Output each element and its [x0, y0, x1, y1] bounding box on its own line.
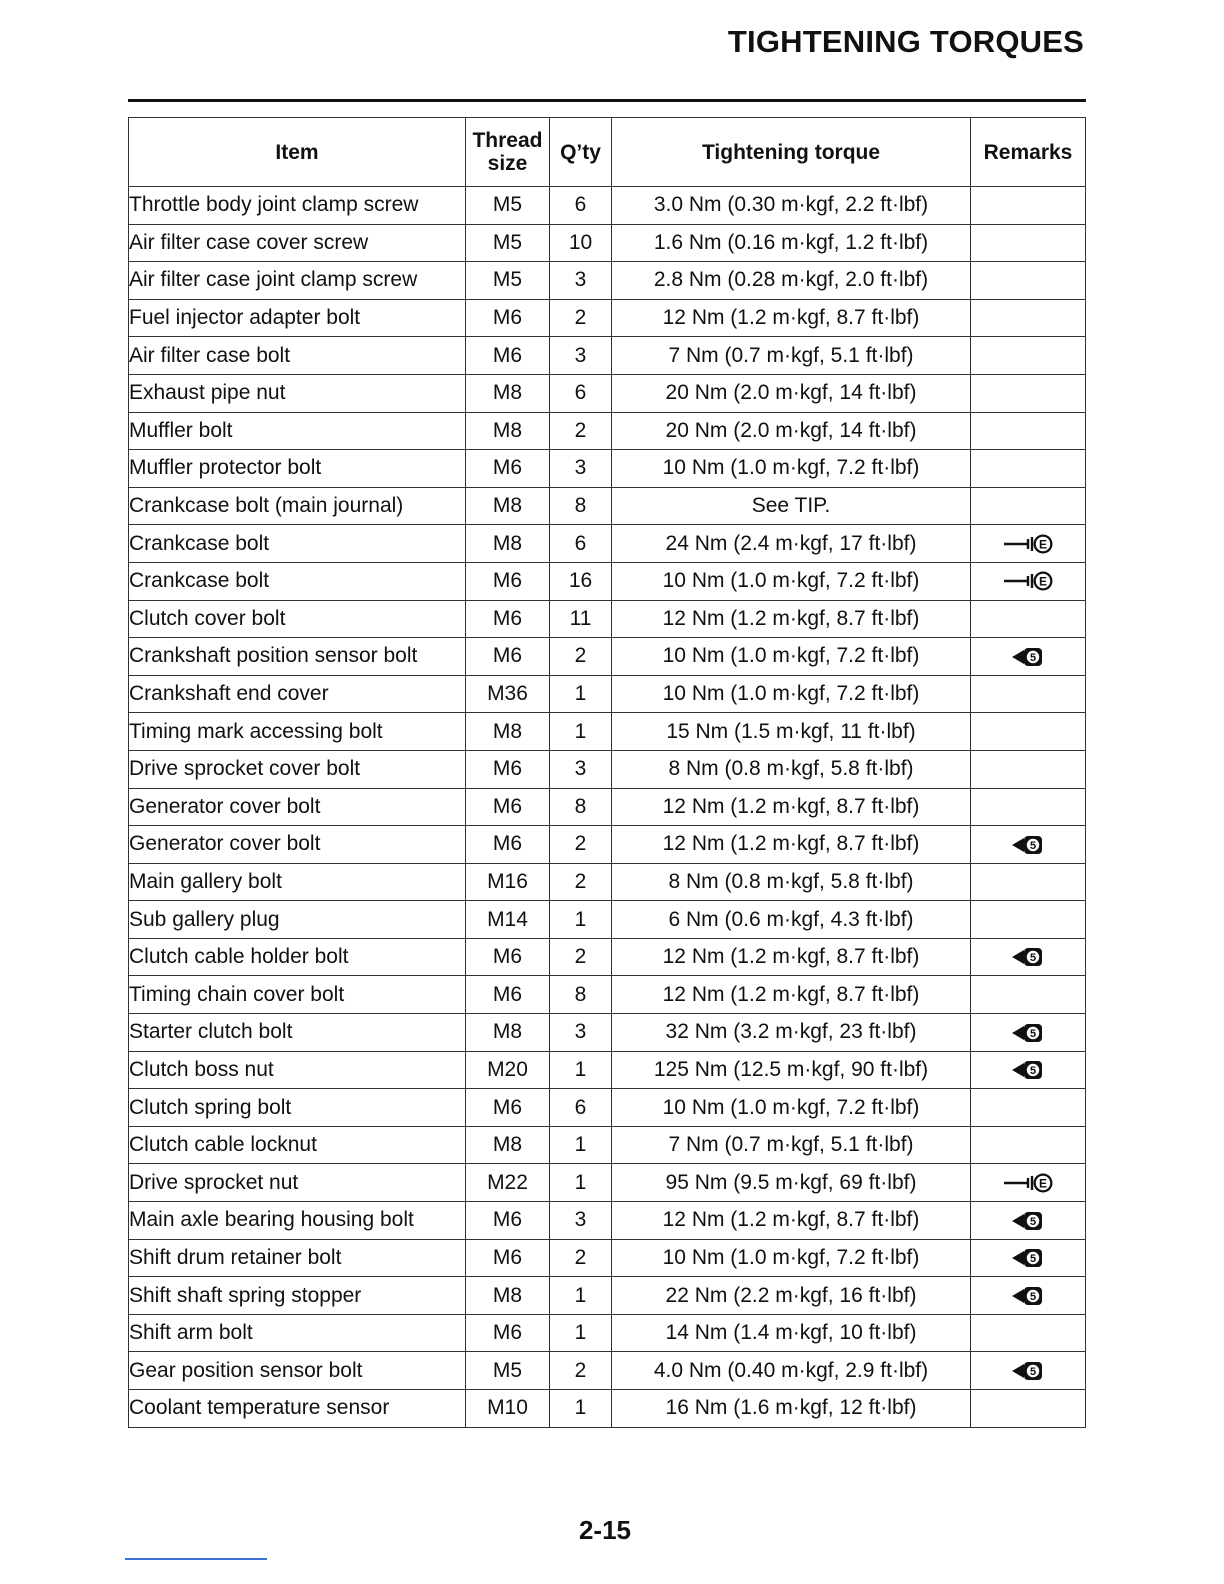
cell-thread-size: M6 — [466, 1089, 550, 1127]
cell-qty: 1 — [550, 1277, 612, 1315]
threadlock-icon — [1010, 1284, 1046, 1308]
cell-qty: 6 — [550, 1089, 612, 1127]
table-row — [129, 713, 1086, 751]
svg-text:5: 5 — [1029, 1365, 1037, 1378]
cell-remarks — [971, 487, 1086, 525]
table-row — [129, 187, 1086, 225]
cell-remarks — [971, 901, 1086, 939]
table-row — [129, 1164, 1086, 1202]
cell-qty: 1 — [550, 1126, 612, 1164]
cell-qty: 8 — [550, 976, 612, 1014]
cell-tightening-torque: 12 Nm (1.2 m·kgf, 8.7 ft·lbf) — [612, 938, 971, 976]
table-row — [129, 412, 1086, 450]
svg-text:E: E — [1038, 1176, 1048, 1191]
table-row — [129, 600, 1086, 638]
cell-qty: 3 — [550, 337, 612, 375]
cell-remarks — [971, 562, 1086, 600]
table-row — [129, 487, 1086, 525]
cell-item: Crankshaft position sensor bolt — [129, 638, 466, 676]
cell-tightening-torque: 8 Nm (0.8 m·kgf, 5.8 ft·lbf) — [612, 863, 971, 901]
cell-remarks — [971, 187, 1086, 225]
cell-qty: 1 — [550, 713, 612, 751]
cell-thread-size: M8 — [466, 412, 550, 450]
cell-item: Timing mark accessing bolt — [129, 713, 466, 751]
cell-thread-size: M8 — [466, 374, 550, 412]
table-row — [129, 1014, 1086, 1052]
threadlock-icon — [1010, 1359, 1046, 1383]
threadlock-icon — [1010, 645, 1046, 669]
svg-text:5: 5 — [1029, 1065, 1037, 1078]
cell-remarks — [971, 262, 1086, 300]
cell-thread-size: M8 — [466, 1277, 550, 1315]
cell-tightening-torque: 2.8 Nm (0.28 m·kgf, 2.0 ft·lbf) — [612, 262, 971, 300]
cell-tightening-torque: 1.6 Nm (0.16 m·kgf, 1.2 ft·lbf) — [612, 224, 971, 262]
cell-thread-size: M6 — [466, 562, 550, 600]
cell-qty: 8 — [550, 788, 612, 826]
cell-item: Muffler protector bolt — [129, 450, 466, 488]
cell-thread-size: M6 — [466, 788, 550, 826]
cell-item: Gear position sensor bolt — [129, 1352, 466, 1390]
cell-item: Crankshaft end cover — [129, 675, 466, 713]
cell-item: Clutch cable holder bolt — [129, 938, 466, 976]
table-row — [129, 901, 1086, 939]
cell-remarks — [971, 938, 1086, 976]
cell-tightening-torque: 10 Nm (1.0 m·kgf, 7.2 ft·lbf) — [612, 1089, 971, 1127]
cell-thread-size: M6 — [466, 750, 550, 788]
cell-thread-size: M6 — [466, 638, 550, 676]
table-row — [129, 863, 1086, 901]
svg-text:5: 5 — [1029, 952, 1037, 965]
column-header-qty: Q’ty — [550, 118, 612, 187]
cell-tightening-torque: 10 Nm (1.0 m·kgf, 7.2 ft·lbf) — [612, 450, 971, 488]
page-title: TIGHTENING TORQUES — [727, 24, 1084, 59]
cell-remarks — [971, 412, 1086, 450]
cell-remarks — [971, 1202, 1086, 1240]
cell-remarks — [971, 713, 1086, 751]
table-header-row — [129, 118, 1086, 187]
cell-item: Crankcase bolt — [129, 562, 466, 600]
cell-thread-size: M6 — [466, 938, 550, 976]
cell-thread-size: M16 — [466, 863, 550, 901]
svg-text:5: 5 — [1029, 651, 1037, 664]
threadlock-icon — [1010, 1021, 1046, 1045]
cell-item: Generator cover bolt — [129, 788, 466, 826]
cell-remarks — [971, 1390, 1086, 1428]
cell-qty: 2 — [550, 638, 612, 676]
cell-item: Clutch cable locknut — [129, 1126, 466, 1164]
cell-thread-size: M5 — [466, 1352, 550, 1390]
cell-tightening-torque: 16 Nm (1.6 m·kgf, 12 ft·lbf) — [612, 1390, 971, 1428]
cell-tightening-torque: 8 Nm (0.8 m·kgf, 5.8 ft·lbf) — [612, 750, 971, 788]
table-row — [129, 1239, 1086, 1277]
cell-tightening-torque: 15 Nm (1.5 m·kgf, 11 ft·lbf) — [612, 713, 971, 751]
svg-text:5: 5 — [1029, 1253, 1037, 1266]
column-header-remarks: Remarks — [971, 118, 1086, 187]
cell-qty: 3 — [550, 1202, 612, 1240]
table-row — [129, 299, 1086, 337]
cell-item: Drive sprocket cover bolt — [129, 750, 466, 788]
cell-remarks — [971, 1164, 1086, 1202]
cell-qty: 3 — [550, 450, 612, 488]
cell-tightening-torque: 7 Nm (0.7 m·kgf, 5.1 ft·lbf) — [612, 337, 971, 375]
cell-tightening-torque: 10 Nm (1.0 m·kgf, 7.2 ft·lbf) — [612, 638, 971, 676]
cell-thread-size: M10 — [466, 1390, 550, 1428]
cell-item: Clutch boss nut — [129, 1051, 466, 1089]
cell-thread-size: M6 — [466, 1314, 550, 1352]
cell-remarks — [971, 1277, 1086, 1315]
cell-remarks — [971, 525, 1086, 563]
cell-item: Air filter case joint clamp screw — [129, 262, 466, 300]
cell-item: Air filter case bolt — [129, 337, 466, 375]
cell-tightening-torque: 12 Nm (1.2 m·kgf, 8.7 ft·lbf) — [612, 600, 971, 638]
cell-remarks — [971, 863, 1086, 901]
cell-qty: 2 — [550, 299, 612, 337]
threadlock-icon — [1010, 1246, 1046, 1270]
table-row — [129, 1126, 1086, 1164]
cell-qty: 1 — [550, 1164, 612, 1202]
cell-item: Exhaust pipe nut — [129, 374, 466, 412]
cell-tightening-torque: 10 Nm (1.0 m·kgf, 7.2 ft·lbf) — [612, 675, 971, 713]
cell-qty: 1 — [550, 675, 612, 713]
column-header-thread-size-text: Thread size — [472, 129, 543, 175]
cell-thread-size: M20 — [466, 1051, 550, 1089]
cell-tightening-torque: 32 Nm (3.2 m·kgf, 23 ft·lbf) — [612, 1014, 971, 1052]
header-divider — [128, 99, 1086, 102]
cell-tightening-torque: 12 Nm (1.2 m·kgf, 8.7 ft·lbf) — [612, 826, 971, 864]
table-row — [129, 262, 1086, 300]
table-body — [129, 187, 1086, 1428]
threadlock-icon — [1010, 833, 1046, 857]
cell-remarks — [971, 1089, 1086, 1127]
cell-qty: 2 — [550, 412, 612, 450]
tightening-torque-table — [128, 117, 1086, 1428]
cell-remarks — [971, 1314, 1086, 1352]
table-row — [129, 826, 1086, 864]
cell-item: Starter clutch bolt — [129, 1014, 466, 1052]
cell-remarks — [971, 826, 1086, 864]
cell-remarks — [971, 450, 1086, 488]
cell-thread-size: M8 — [466, 487, 550, 525]
cell-qty: 3 — [550, 750, 612, 788]
cell-thread-size: M6 — [466, 450, 550, 488]
cell-thread-size: M6 — [466, 1239, 550, 1277]
cell-remarks — [971, 1239, 1086, 1277]
table-row — [129, 938, 1086, 976]
cell-qty: 1 — [550, 1314, 612, 1352]
cell-tightening-torque: 22 Nm (2.2 m·kgf, 16 ft·lbf) — [612, 1277, 971, 1315]
cell-remarks — [971, 1014, 1086, 1052]
cell-remarks — [971, 600, 1086, 638]
cell-remarks — [971, 638, 1086, 676]
engine-oil-icon — [1002, 569, 1054, 593]
cell-tightening-torque: 20 Nm (2.0 m·kgf, 14 ft·lbf) — [612, 412, 971, 450]
svg-text:5: 5 — [1029, 839, 1037, 852]
table-row — [129, 337, 1086, 375]
table-row — [129, 638, 1086, 676]
cell-item: Coolant temperature sensor — [129, 1390, 466, 1428]
cell-qty: 16 — [550, 562, 612, 600]
cell-item: Clutch cover bolt — [129, 600, 466, 638]
engine-oil-icon — [1002, 532, 1054, 556]
cell-tightening-torque: 24 Nm (2.4 m·kgf, 17 ft·lbf) — [612, 525, 971, 563]
cell-item: Sub gallery plug — [129, 901, 466, 939]
cell-thread-size: M6 — [466, 299, 550, 337]
cell-qty: 6 — [550, 374, 612, 412]
cell-tightening-torque: 3.0 Nm (0.30 m·kgf, 2.2 ft·lbf) — [612, 187, 971, 225]
cell-thread-size: M6 — [466, 1202, 550, 1240]
cell-remarks — [971, 374, 1086, 412]
footer-link-underline — [125, 1558, 267, 1560]
cell-item: Throttle body joint clamp screw — [129, 187, 466, 225]
engine-oil-icon — [1002, 1171, 1054, 1195]
svg-text:5: 5 — [1029, 1027, 1037, 1040]
cell-remarks — [971, 299, 1086, 337]
table-row — [129, 1089, 1086, 1127]
cell-tightening-torque: 95 Nm (9.5 m·kgf, 69 ft·lbf) — [612, 1164, 971, 1202]
table-row — [129, 788, 1086, 826]
cell-item: Main axle bearing housing bolt — [129, 1202, 466, 1240]
cell-item: Air filter case cover screw — [129, 224, 466, 262]
cell-qty: 3 — [550, 1014, 612, 1052]
cell-item: Shift shaft spring stopper — [129, 1277, 466, 1315]
cell-qty: 6 — [550, 187, 612, 225]
table-row — [129, 976, 1086, 1014]
cell-item: Timing chain cover bolt — [129, 976, 466, 1014]
table-row — [129, 1202, 1086, 1240]
column-header-thread-size — [466, 118, 550, 187]
cell-item: Clutch spring bolt — [129, 1089, 466, 1127]
threadlock-icon — [1010, 945, 1046, 969]
cell-qty: 6 — [550, 525, 612, 563]
svg-text:E: E — [1038, 574, 1048, 589]
cell-remarks — [971, 1051, 1086, 1089]
table-row — [129, 562, 1086, 600]
cell-item: Generator cover bolt — [129, 826, 466, 864]
table-row — [129, 224, 1086, 262]
cell-thread-size: M22 — [466, 1164, 550, 1202]
cell-item: Fuel injector adapter bolt — [129, 299, 466, 337]
cell-tightening-torque: 20 Nm (2.0 m·kgf, 14 ft·lbf) — [612, 374, 971, 412]
table-row — [129, 1314, 1086, 1352]
page-number: 2-15 — [578, 1515, 632, 1545]
cell-remarks — [971, 788, 1086, 826]
cell-tightening-torque: 12 Nm (1.2 m·kgf, 8.7 ft·lbf) — [612, 976, 971, 1014]
cell-remarks — [971, 1352, 1086, 1390]
cell-tightening-torque: 4.0 Nm (0.40 m·kgf, 2.9 ft·lbf) — [612, 1352, 971, 1390]
table-row — [129, 1390, 1086, 1428]
cell-tightening-torque: 10 Nm (1.0 m·kgf, 7.2 ft·lbf) — [612, 1239, 971, 1277]
cell-item: Drive sprocket nut — [129, 1164, 466, 1202]
cell-thread-size: M8 — [466, 1014, 550, 1052]
cell-remarks — [971, 1126, 1086, 1164]
cell-remarks — [971, 675, 1086, 713]
cell-thread-size: M6 — [466, 600, 550, 638]
cell-qty: 1 — [550, 1051, 612, 1089]
cell-thread-size: M6 — [466, 976, 550, 1014]
cell-remarks — [971, 750, 1086, 788]
cell-remarks — [971, 224, 1086, 262]
cell-tightening-torque: 12 Nm (1.2 m·kgf, 8.7 ft·lbf) — [612, 299, 971, 337]
svg-text:5: 5 — [1029, 1290, 1037, 1303]
table-row — [129, 750, 1086, 788]
column-header-tightening-torque: Tightening torque — [612, 118, 971, 187]
cell-tightening-torque: 12 Nm (1.2 m·kgf, 8.7 ft·lbf) — [612, 1202, 971, 1240]
cell-item: Main gallery bolt — [129, 863, 466, 901]
cell-qty: 11 — [550, 600, 612, 638]
cell-tightening-torque: 14 Nm (1.4 m·kgf, 10 ft·lbf) — [612, 1314, 971, 1352]
table-row — [129, 525, 1086, 563]
cell-thread-size: M6 — [466, 826, 550, 864]
svg-text:E: E — [1038, 537, 1048, 552]
cell-tightening-torque: 10 Nm (1.0 m·kgf, 7.2 ft·lbf) — [612, 562, 971, 600]
cell-thread-size: M5 — [466, 187, 550, 225]
cell-qty: 3 — [550, 262, 612, 300]
column-header-item: Item — [129, 118, 466, 187]
cell-thread-size: M5 — [466, 262, 550, 300]
cell-thread-size: M36 — [466, 675, 550, 713]
table-row — [129, 1352, 1086, 1390]
cell-qty: 2 — [550, 863, 612, 901]
cell-tightening-torque: 12 Nm (1.2 m·kgf, 8.7 ft·lbf) — [612, 788, 971, 826]
cell-thread-size: M5 — [466, 224, 550, 262]
cell-item: Crankcase bolt — [129, 525, 466, 563]
svg-text:5: 5 — [1029, 1215, 1037, 1228]
table-row — [129, 675, 1086, 713]
cell-thread-size: M14 — [466, 901, 550, 939]
cell-tightening-torque: See TIP. — [612, 487, 971, 525]
cell-tightening-torque: 7 Nm (0.7 m·kgf, 5.1 ft·lbf) — [612, 1126, 971, 1164]
cell-item: Muffler bolt — [129, 412, 466, 450]
cell-qty: 2 — [550, 1239, 612, 1277]
cell-item: Shift arm bolt — [129, 1314, 466, 1352]
cell-item: Shift drum retainer bolt — [129, 1239, 466, 1277]
cell-remarks — [971, 337, 1086, 375]
cell-qty: 1 — [550, 1390, 612, 1428]
cell-thread-size: M8 — [466, 713, 550, 751]
table-row — [129, 450, 1086, 488]
cell-thread-size: M6 — [466, 337, 550, 375]
threadlock-icon — [1010, 1058, 1046, 1082]
cell-qty: 2 — [550, 826, 612, 864]
cell-tightening-torque: 125 Nm (12.5 m·kgf, 90 ft·lbf) — [612, 1051, 971, 1089]
cell-qty: 8 — [550, 487, 612, 525]
cell-thread-size: M8 — [466, 1126, 550, 1164]
cell-remarks — [971, 976, 1086, 1014]
table-row — [129, 1277, 1086, 1315]
cell-qty: 1 — [550, 901, 612, 939]
cell-qty: 10 — [550, 224, 612, 262]
cell-item: Crankcase bolt (main journal) — [129, 487, 466, 525]
threadlock-icon — [1010, 1209, 1046, 1233]
table-row — [129, 374, 1086, 412]
cell-tightening-torque: 6 Nm (0.6 m·kgf, 4.3 ft·lbf) — [612, 901, 971, 939]
cell-qty: 2 — [550, 1352, 612, 1390]
cell-qty: 2 — [550, 938, 612, 976]
cell-thread-size: M8 — [466, 525, 550, 563]
table-row — [129, 1051, 1086, 1089]
